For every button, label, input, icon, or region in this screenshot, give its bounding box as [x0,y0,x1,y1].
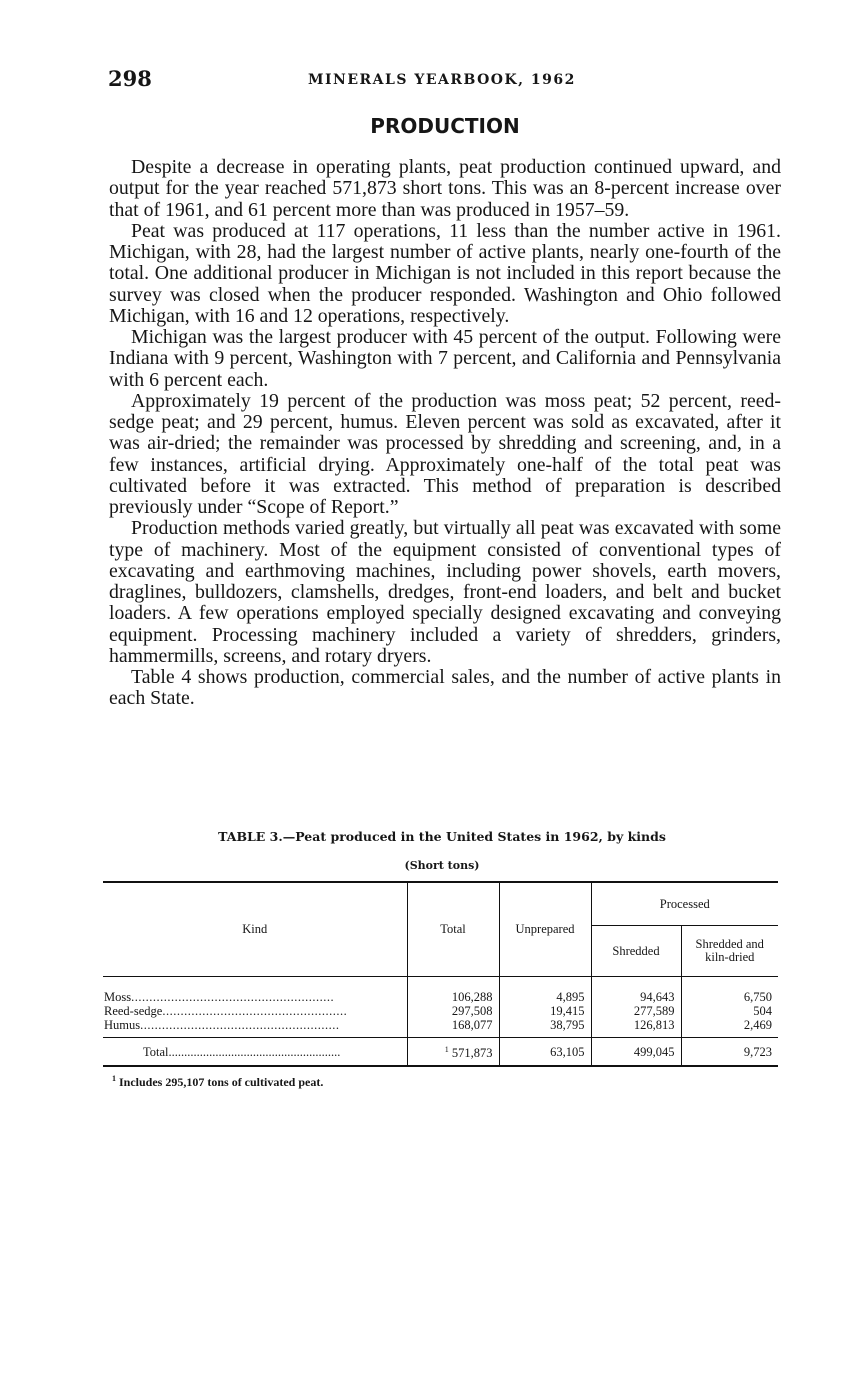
journal-title: MINERALS YEARBOOK, 1962 [308,72,576,88]
row-kind: Humus [104,1018,141,1032]
table-units: (Short tons) [404,859,480,872]
footnote-mark: 1 [444,1045,449,1055]
row-shredded-kiln: 504 [681,1004,778,1018]
running-head [108,66,778,96]
row-shredded-kiln: 2,469 [681,1018,778,1032]
header-shredded: Shredded [591,926,681,977]
header-shredded-kiln: Shredded and kiln-dried [681,926,778,977]
row-shredded: 94,643 [591,990,681,1004]
table-footnote [112,1074,323,1090]
table-row: Reed-sedge................................................... 297,508 19,415 277,589 504 [103,1004,778,1018]
total-total: 571,873 [451,1046,493,1061]
row-unprepared: 4,895 [499,990,591,1004]
header-kind: Kind [103,882,407,977]
row-shredded-kiln: 6,750 [681,990,778,1004]
total-shredded: 499,045 [591,1038,681,1067]
footnote-mark: 1 [112,1074,116,1083]
row-kind: Reed-sedge [104,1004,163,1018]
row-kind: Moss [104,990,132,1004]
row-shredded: 277,589 [591,1004,681,1018]
paragraph: Peat was produced at 117 operations, 11 less than the number active in 1961. Michigan, with 28, had the largest number of active plants, nearly one-fourth of the total. One additional producer in Michigan is not included in this report because the survey was closed when the producer responded. Washington and Ohio followed Michigan, with 16 and 12 operations, respectively. [109,219,781,327]
table-caption: TABLE 3.—Peat produced in the United States in 1962, by kinds [218,829,666,844]
paragraph: Despite a decrease in operating plants, peat production continued upward, and output for the year reached 571,873 short tons. This was an 8-percent increase over that of 1961, and 61 percent more than was produced in 1957–59. [109,156,781,221]
row-total: 168,077 [407,1018,499,1032]
header-unprepared: Unprepared [499,882,591,977]
paragraph: Production methods varied greatly, but virtually all peat was excavated with some type of machinery. Most of the equipment consisted of conventional types of excavating and earthmoving machines, including power shovels, earth movers, draglines, bulldozers, clamshells, dredges, front-end loaders, and belt and bucket loaders. A few operations employed specially designed excavating and conveying equipment. Processing machinery included a variety of shredders, grinders, hammermills, screens, and rotary dryers. [109,517,781,667]
row-total: 106,288 [407,990,499,1004]
paragraph: Table 4 shows production, commercial sales, and the number of active plants in each State. [109,666,781,710]
table-row: Humus....................................................... 168,077 38,795 126,813 2,469 [103,1018,778,1032]
total-label: Total [143,1044,169,1059]
total-unprepared: 63,105 [499,1038,591,1067]
total-row: Total....................................................... $^1$ 571,873 63,105 499,045 9,723 [103,1038,778,1067]
page-number: 298 [108,66,152,91]
total-shredded-kiln: 9,723 [681,1038,778,1067]
header-total: Total [407,882,499,977]
paragraph: Michigan was the largest producer with 45 percent of the output. Following were Indiana with 9 percent, Washington with 7 percent, and California and Pennsylvania with 6 percent each. [109,326,781,391]
row-unprepared: 38,795 [499,1018,591,1032]
row-shredded: 126,813 [591,1018,681,1032]
row-unprepared: 19,415 [499,1004,591,1018]
paragraph: Approximately 19 percent of the production was moss peat; 52 percent, reed-sedge peat; and 29 percent, humus. Eleven percent was sold as excavated, after it was air-dried; the remainder was processed by shredding and screening, and, in a few instances, artificial drying. Approximately one-half of the total peat was cultivated before it was extracted. This method of preparation is described previously under “Scope of Report.” [109,389,781,518]
footnote-text: Includes 295,107 tons of cultivated peat. [119,1075,324,1089]
section-heading: PRODUCTION [370,114,520,138]
peat-production-table [103,881,778,1067]
table-row: Moss........................................................ 106,288 4,895 94,643 6,750 [103,990,778,1004]
row-total: 297,508 [407,1004,499,1018]
header-processed: Processed [591,882,778,926]
body-text [109,157,781,710]
